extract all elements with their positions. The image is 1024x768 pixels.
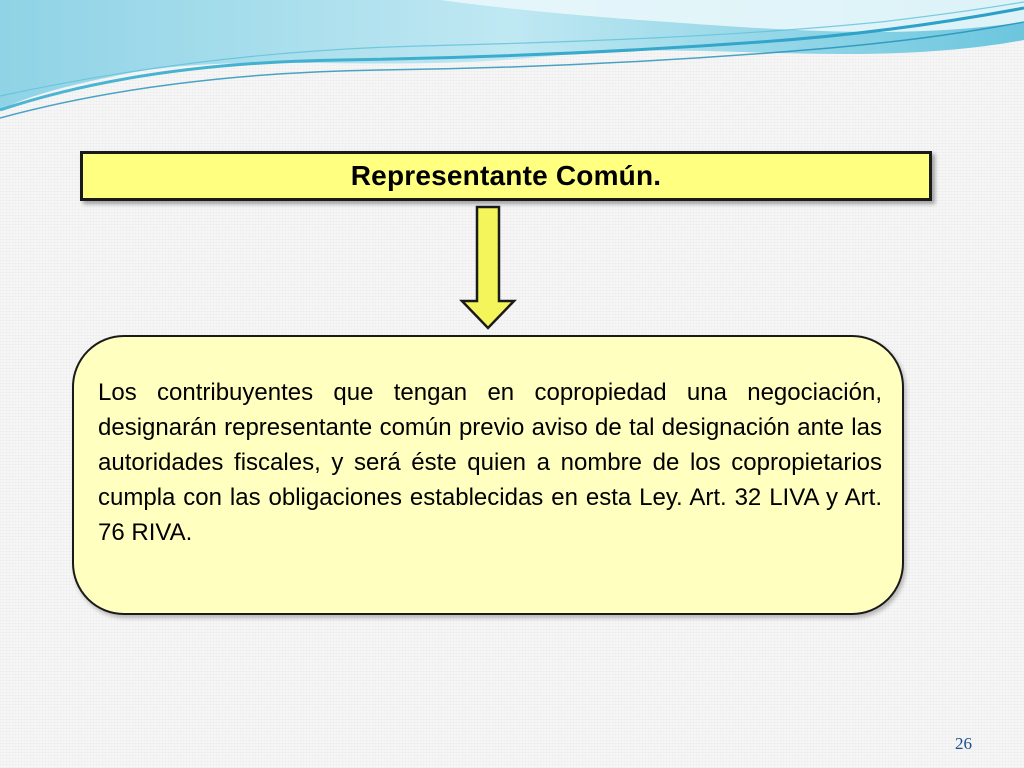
body-text: Los contribuyentes que tengan en copropiedad una negociación, designarán representante común previo aviso de tal designación ante las autoridades fiscales, y será éste quien a nombre de los copropietarios cumpla con las obligaciones establecidas en esta Ley. Art. 32 LIVA y Art. 76 RIVA. xyxy=(98,379,882,546)
content-box xyxy=(72,335,904,615)
header-wave-decoration xyxy=(0,0,1024,130)
page-number: 26 xyxy=(955,734,972,753)
slide-title: Representante Común. xyxy=(350,160,662,191)
down-arrow-icon xyxy=(458,205,518,331)
title-box xyxy=(80,151,932,201)
